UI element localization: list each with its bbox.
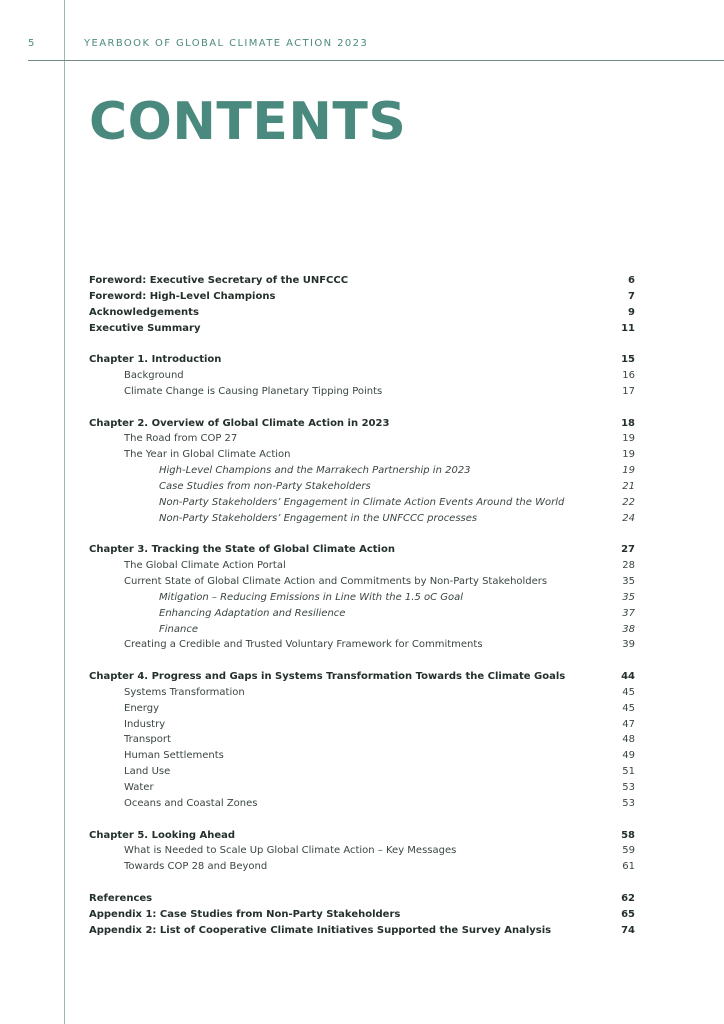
toc-entry-page: 61 bbox=[622, 861, 635, 873]
toc-subsection[interactable] bbox=[89, 590, 635, 606]
toc-entry-page: 7 bbox=[628, 290, 635, 302]
toc-entry-label: Energy bbox=[124, 702, 160, 714]
toc-entry-page: 37 bbox=[622, 607, 635, 619]
spacer bbox=[89, 875, 635, 891]
toc-entry-label: Creating a Credible and Trusted Voluntary Framework for Commitments bbox=[124, 639, 483, 651]
toc-entry-label: Transport bbox=[124, 734, 171, 746]
toc-entry-page: 24 bbox=[622, 512, 635, 524]
header-rule bbox=[28, 60, 724, 61]
toc-entry-page: 49 bbox=[622, 750, 635, 762]
spacer bbox=[89, 400, 635, 416]
toc-entry[interactable] bbox=[89, 321, 635, 337]
toc-entry-page: 15 bbox=[621, 354, 635, 366]
toc-chapter[interactable] bbox=[89, 542, 635, 558]
toc-chapter[interactable] bbox=[89, 416, 635, 432]
toc-section[interactable] bbox=[89, 685, 635, 701]
toc-section[interactable] bbox=[89, 447, 635, 463]
toc-entry-label: The Road from COP 27 bbox=[124, 433, 238, 445]
toc-subsection[interactable] bbox=[89, 463, 635, 479]
toc-entry-label: Foreword: High-Level Champions bbox=[89, 290, 276, 302]
toc-entry-page: 44 bbox=[621, 671, 635, 683]
toc-section[interactable] bbox=[89, 717, 635, 733]
toc-entry-page: 19 bbox=[622, 449, 635, 461]
toc-section[interactable] bbox=[89, 637, 635, 653]
toc-entry-label: Non-Party Stakeholders’ Engagement in the UNFCCC processes bbox=[159, 512, 478, 524]
toc-entry-page: 19 bbox=[622, 433, 635, 445]
toc-entry-label: Oceans and Coastal Zones bbox=[124, 797, 258, 809]
toc-entry-page: 47 bbox=[622, 718, 635, 730]
toc-entry[interactable] bbox=[89, 891, 635, 907]
toc-entry-page: 58 bbox=[621, 829, 635, 841]
toc-section[interactable] bbox=[89, 796, 635, 812]
toc-entry-page: 11 bbox=[621, 322, 635, 334]
toc-entry-page: 19 bbox=[622, 465, 635, 477]
toc-entry-label: Current State of Global Climate Action and Commitments by Non-Party Stakeholders bbox=[124, 576, 548, 588]
toc-entry-page: 51 bbox=[622, 766, 635, 778]
toc-entry-label: Systems Transformation bbox=[124, 686, 245, 698]
toc-section[interactable] bbox=[89, 780, 635, 796]
toc-entry-label: What is Needed to Scale Up Global Climate Action – Key Messages bbox=[124, 845, 457, 857]
toc-entry-label: Finance bbox=[159, 623, 198, 635]
toc-section[interactable] bbox=[89, 748, 635, 764]
toc-entry-page: 53 bbox=[622, 782, 635, 793]
toc-entry-label: Chapter 5. Looking Ahead bbox=[89, 829, 236, 841]
toc-entry-label: Water bbox=[124, 782, 154, 793]
spacer bbox=[89, 527, 635, 543]
toc-entry-label: Appendix 1: Case Studies from Non-Party Stakeholders bbox=[89, 908, 401, 920]
toc-section[interactable] bbox=[89, 843, 635, 859]
toc-entry-page: 35 bbox=[622, 576, 635, 588]
toc-section[interactable] bbox=[89, 764, 635, 780]
toc-entry-label: Chapter 1. Introduction bbox=[89, 354, 222, 366]
toc-entry-label: Executive Summary bbox=[89, 322, 201, 334]
toc-entry-label: Chapter 2. Overview of Global Climate Action in 2023 bbox=[89, 417, 390, 429]
toc-entry-label: References bbox=[89, 892, 153, 904]
toc-entry-label: Background bbox=[124, 370, 184, 382]
toc-entry[interactable] bbox=[89, 923, 635, 939]
toc-entry-page: 74 bbox=[621, 924, 635, 936]
toc-entry-label: Mitigation – Reducing Emissions in Line With the 1.5 oC Goal bbox=[159, 591, 464, 603]
toc-section[interactable] bbox=[89, 558, 635, 574]
toc-entry[interactable] bbox=[89, 907, 635, 923]
toc-chapter[interactable] bbox=[89, 669, 635, 685]
spacer bbox=[89, 812, 635, 828]
toc-entry-page: 53 bbox=[622, 797, 635, 809]
toc-section[interactable] bbox=[89, 859, 635, 875]
toc-entry-label: Acknowledgements bbox=[89, 306, 199, 318]
toc-entry-page: 62 bbox=[621, 892, 635, 904]
toc-entry-page: 21 bbox=[622, 480, 635, 492]
toc-entry-page: 9 bbox=[628, 306, 635, 318]
toc-entry-page: 27 bbox=[621, 544, 635, 556]
toc-entry-label: Enhancing Adaptation and Resilience bbox=[159, 607, 346, 619]
toc-entry-page: 45 bbox=[622, 702, 635, 714]
toc-section[interactable] bbox=[89, 431, 635, 447]
toc-entry-page: 45 bbox=[622, 686, 635, 698]
table-of-contents bbox=[89, 273, 635, 938]
toc-entry-page: 38 bbox=[622, 623, 635, 635]
toc-section[interactable] bbox=[89, 384, 635, 400]
toc-section[interactable] bbox=[89, 574, 635, 590]
toc-entry-label: Non-Party Stakeholders’ Engagement in Climate Action Events Around the World bbox=[159, 496, 565, 508]
toc-section[interactable] bbox=[89, 701, 635, 717]
toc-entry-page: 18 bbox=[621, 417, 635, 429]
page-title: CONTENTS bbox=[89, 92, 407, 152]
toc-entry-label: High-Level Champions and the Marrakech Partnership in 2023 bbox=[159, 465, 471, 477]
toc-entry-label: Human Settlements bbox=[124, 750, 224, 762]
toc-entry-label: Towards COP 28 and Beyond bbox=[124, 861, 268, 873]
toc-entry-page: 17 bbox=[622, 385, 635, 397]
toc-entry-page: 6 bbox=[628, 275, 635, 286]
toc-entry-label: The Global Climate Action Portal bbox=[124, 560, 286, 572]
toc-entry-label: Appendix 2: List of Cooperative Climate Initiatives Supported the Survey Analysis bbox=[89, 924, 552, 936]
toc-entry-label: Land Use bbox=[124, 766, 171, 778]
toc-subsection[interactable] bbox=[89, 606, 635, 622]
toc-entry-page: 39 bbox=[622, 639, 635, 651]
spacer bbox=[89, 653, 635, 669]
toc-entry[interactable] bbox=[89, 289, 635, 305]
toc-entry-label: Chapter 4. Progress and Gaps in Systems Transformation Towards the Climate Goals bbox=[89, 671, 566, 683]
toc-subsection[interactable] bbox=[89, 622, 635, 638]
toc-entry-page: 35 bbox=[622, 591, 635, 603]
toc-entry[interactable] bbox=[89, 305, 635, 321]
toc-chapter[interactable] bbox=[89, 352, 635, 368]
toc-entry-page: 16 bbox=[622, 370, 635, 382]
toc-entry-page: 48 bbox=[622, 734, 635, 746]
toc-entry-page: 28 bbox=[622, 560, 635, 572]
toc-subsection[interactable] bbox=[89, 511, 635, 527]
toc-entry-page: 59 bbox=[622, 845, 635, 857]
toc-entry-page: 22 bbox=[622, 496, 635, 508]
margin-rule-vertical bbox=[64, 0, 65, 1024]
toc-entry-label: The Year in Global Climate Action bbox=[124, 449, 291, 461]
toc-subsection[interactable] bbox=[89, 495, 635, 511]
toc-entry-label: Climate Change is Causing Planetary Tipping Points bbox=[124, 385, 383, 397]
toc-entry-label: Industry bbox=[124, 718, 166, 730]
toc-entry[interactable] bbox=[89, 273, 635, 289]
toc-entry-page: 65 bbox=[621, 908, 635, 920]
toc-section[interactable] bbox=[89, 732, 635, 748]
toc-entry-label: Chapter 3. Tracking the State of Global Climate Action bbox=[89, 544, 395, 556]
spacer bbox=[89, 336, 635, 352]
toc-chapter[interactable] bbox=[89, 828, 635, 844]
page-number: 5 bbox=[28, 38, 36, 49]
toc-entry-label: Foreword: Executive Secretary of the UNFCCC bbox=[89, 275, 349, 286]
toc-section[interactable] bbox=[89, 368, 635, 384]
toc-subsection[interactable] bbox=[89, 479, 635, 495]
toc-entry-label: Case Studies from non-Party Stakeholders bbox=[159, 480, 371, 492]
running-title: YEARBOOK OF GLOBAL CLIMATE ACTION 2023 bbox=[84, 38, 369, 49]
